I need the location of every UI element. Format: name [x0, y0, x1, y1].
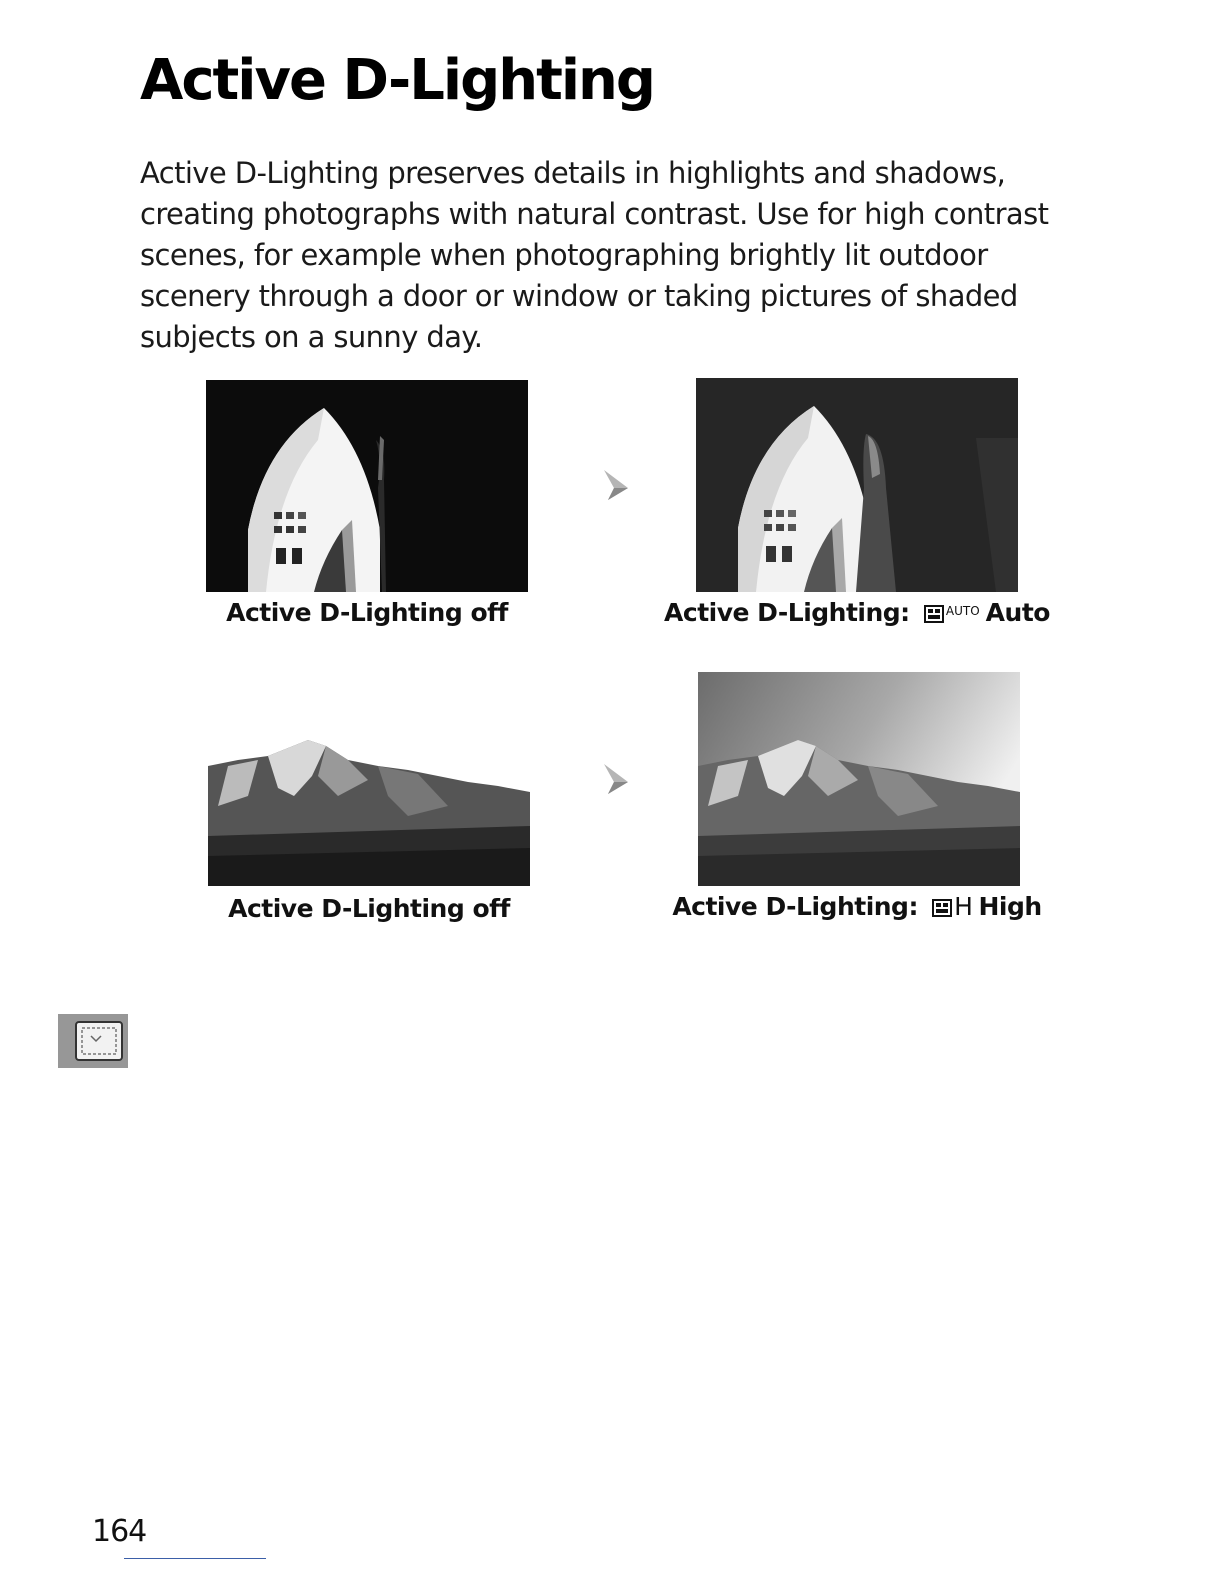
page-title: Active D-Lighting	[140, 48, 654, 113]
arch-photo-auto	[696, 378, 1018, 592]
intro-paragraph: Active D-Lighting preserves details in highlights and shadows, creating photographs with natural contrast. Use for high contrast scenes, for example when photographing brightly lit outdoor scenery through a door or window or taking pictures of shaded subjects on a sunny day.	[140, 156, 1049, 354]
arrow-right-icon	[598, 466, 632, 506]
arch-photo-off	[206, 380, 528, 592]
setting-label: High	[978, 892, 1042, 921]
caption-example-3: Active D-Lighting off	[228, 894, 510, 923]
caption-example-4	[650, 892, 1064, 921]
active-d-lighting-icon	[932, 898, 952, 918]
mountain-photo-high	[698, 672, 1020, 886]
arrow-right-icon	[598, 760, 632, 800]
shooting-menu-tab-icon	[58, 1014, 128, 1068]
caption-prefix: Active D-Lighting:	[672, 892, 918, 921]
setting-symbol: H	[954, 892, 973, 921]
setting-symbol: AUTO	[945, 604, 980, 618]
page-number: 164	[92, 1514, 147, 1549]
caption-example-1: Active D-Lighting off	[226, 598, 508, 627]
active-d-lighting-icon	[924, 604, 944, 624]
mountain-photo-off	[208, 736, 530, 886]
caption-example-2	[650, 598, 1064, 627]
page-number-rule	[124, 1558, 266, 1559]
setting-label: Auto	[985, 598, 1050, 627]
caption-prefix: Active D-Lighting:	[664, 598, 910, 627]
